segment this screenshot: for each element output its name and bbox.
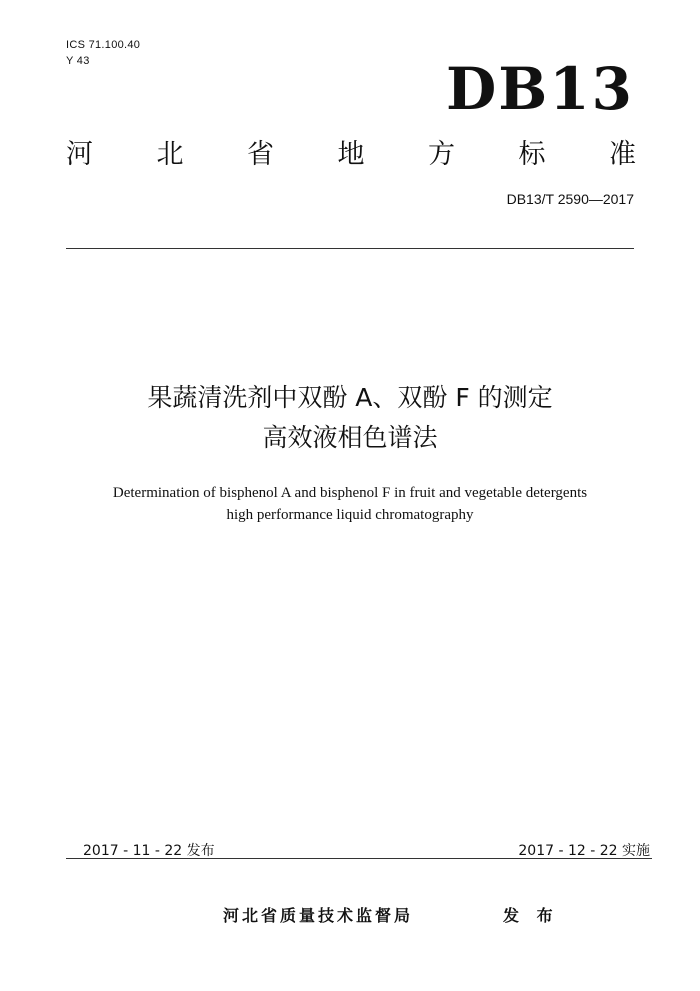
header-divider xyxy=(66,248,634,249)
chinese-title-line-1: 果蔬清洗剂中双酚 A、双酚 F 的测定 xyxy=(147,383,553,412)
date-divider xyxy=(66,858,652,859)
db13-logo: DB13 xyxy=(445,55,634,123)
standard-type-char: 地 xyxy=(337,139,365,170)
issue-label: 发 布 xyxy=(503,906,559,925)
english-title-line-2: high performance liquid chromatography xyxy=(226,507,474,523)
publish-date: 2017 - 11 - 22 发布 xyxy=(83,843,215,859)
chinese-title-line-2: 高效液相色谱法 xyxy=(262,423,438,452)
ics-code: ICS 71.100.40 xyxy=(66,39,141,51)
standard-type-char: 标 xyxy=(518,139,546,170)
english-title xyxy=(0,482,700,526)
english-title-line-1: Determination of bisphenol A and bisphenol F in fruit and vegetable detergents xyxy=(112,485,588,501)
standard-type-char: 方 xyxy=(428,139,455,170)
standard-number: DB13/T 2590—2017 xyxy=(506,191,634,207)
standard-type-char: 准 xyxy=(609,139,636,170)
standard-type-title xyxy=(66,138,636,172)
ics-code-block xyxy=(66,37,140,69)
standard-type-char: 河 xyxy=(66,139,93,170)
standard-type-char: 省 xyxy=(247,139,274,170)
issuing-authority: 河北省质量技术监督局 xyxy=(223,906,414,925)
ccs-code: Y 43 xyxy=(66,55,90,67)
standard-type-char: 北 xyxy=(156,139,184,170)
chinese-title xyxy=(0,378,700,458)
implement-date: 2017 - 12 - 22 实施 xyxy=(518,843,650,859)
